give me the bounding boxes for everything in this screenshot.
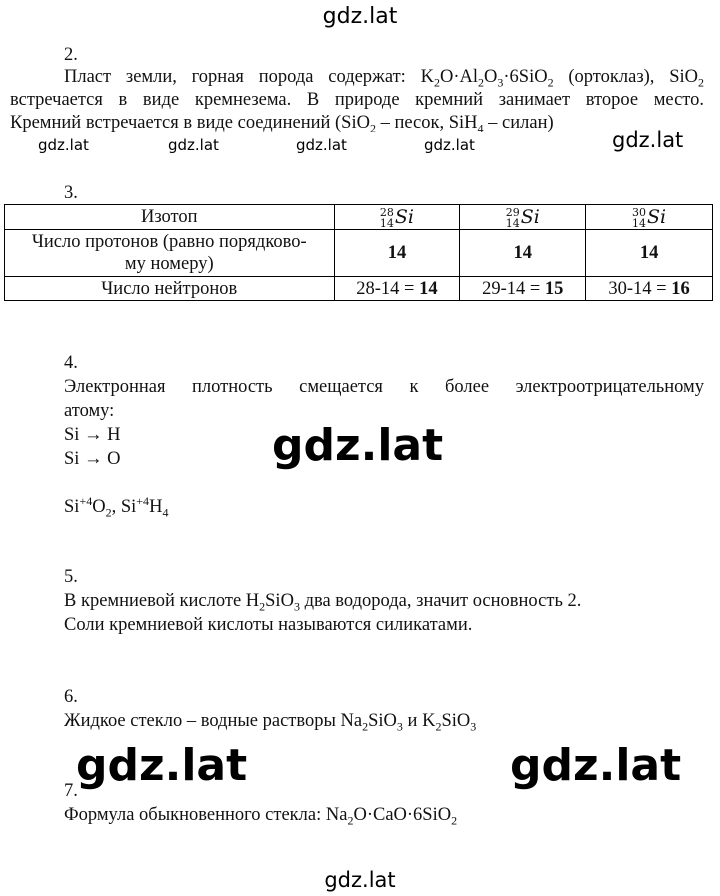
watermark-big-right: gdz.lat	[510, 740, 682, 791]
section-2-line-1: Пласт земли, горная порода содержат: $K_2O\cdot Al_2O_3\cdot 6SiO_2$ (ортоклаз), SiO$_2$	[64, 67, 704, 90]
isotope-si-28: 28 14Si	[334, 205, 460, 230]
section-3-number: 3.	[64, 183, 78, 203]
section-2-line-2: встречается в виде кремнезема. В природе кремний занимает второе место.	[10, 90, 704, 110]
section-7-number: 7.	[64, 781, 78, 801]
watermark-small-2: gdz.lat	[168, 136, 219, 154]
protons-label: Число протонов (равно порядково- му номеру)	[5, 230, 335, 277]
protons-value: 14	[334, 230, 460, 277]
isotope-si-30: 30 14Si	[586, 205, 713, 230]
section-4-line-3: Si → H	[64, 425, 121, 445]
table-row-protons	[5, 230, 713, 277]
protons-value: 14	[586, 230, 713, 277]
watermark-bottom: gdz.lat	[324, 868, 396, 892]
section-2-number: 2.	[64, 45, 78, 65]
neutrons-value: 30-14 = 16	[586, 277, 713, 301]
protons-value: 14	[460, 230, 586, 277]
table-header-row	[5, 205, 713, 230]
section-5-line-1: В кремниевой кислоте $H_2SiO_3$ два водорода, значит основность 2.	[64, 591, 582, 614]
section-4-number: 4.	[64, 353, 78, 373]
watermark-small-4: gdz.lat	[424, 136, 475, 154]
watermark-big-left: gdz.lat	[76, 740, 248, 791]
isotope-si-29: 29 14Si	[460, 205, 586, 230]
watermark-mid-right: gdz.lat	[612, 128, 684, 152]
table-header-isotope: Изотоп	[5, 205, 335, 230]
section-4-oxidation: $Si^{+4}O_2$, $Si^{+4}H_4$	[64, 493, 169, 520]
watermark-small-3: gdz.lat	[296, 136, 347, 154]
neutrons-value: 29-14 = 15	[460, 277, 586, 301]
table-row-neutrons	[5, 277, 713, 301]
watermark-top: gdz.lat	[322, 4, 398, 29]
neutrons-label: Число нейтронов	[5, 277, 335, 301]
section-6-line-1: Жидкое стекло – водные растворы $Na_2SiO_3$ и $K_2SiO_3$	[64, 711, 477, 734]
watermark-big-center: gdz.lat	[272, 420, 444, 471]
section-2-line-3: Кремний встречается в виде соединений (SiO$_2$ – песок, SiH$_4$ – силан)	[10, 113, 554, 132]
section-6-number: 6.	[64, 687, 78, 707]
section-4-line-4: Si → O	[64, 449, 121, 469]
section-4-line-2: атому:	[64, 401, 115, 421]
section-7-line-1: Формула обыкновенного стекла: $Na_2O\cdot CaO\cdot 6SiO_2$	[64, 805, 458, 828]
neutrons-value: 28-14 = 14	[334, 277, 460, 301]
section-5-number: 5.	[64, 567, 78, 587]
section-5-line-2: Соли кремниевой кислоты называются силикатами.	[64, 615, 473, 635]
isotope-table	[4, 204, 713, 301]
section-4-line-1: Электронная плотность смещается к более электроотрицательному	[64, 377, 704, 397]
watermark-small-1: gdz.lat	[38, 136, 89, 154]
